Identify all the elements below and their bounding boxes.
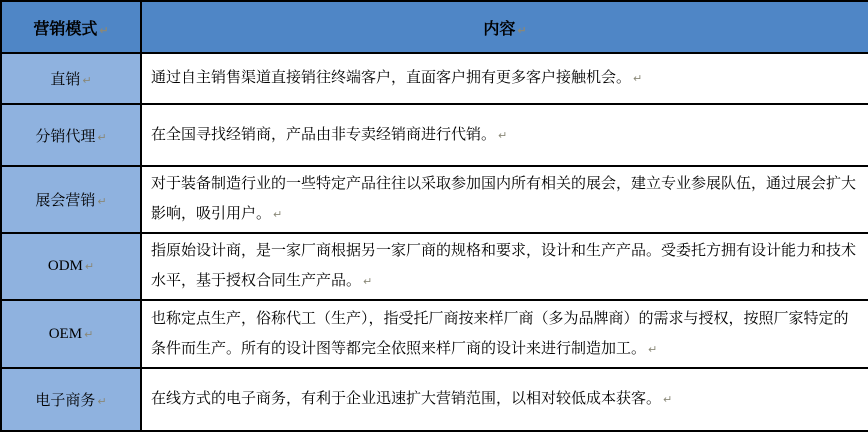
table-row: [1, 53, 868, 104]
header-content-label: 内容: [483, 20, 516, 38]
model-label: 直销: [50, 72, 81, 88]
content-cell: [141, 104, 868, 166]
content-cell: [141, 166, 868, 233]
table-row: [1, 233, 868, 300]
content-text: 在全国寻找经销商，产品由非专卖经销商进行代销。: [151, 126, 497, 143]
table-row: [1, 166, 868, 233]
model-cell: [1, 368, 141, 431]
header-model-label: 营销模式: [33, 20, 98, 38]
paragraph-mark-icon: ↵: [84, 327, 94, 341]
paragraph-mark-icon: ↵: [97, 395, 107, 408]
model-label: ODM: [47, 258, 83, 274]
paragraph-mark-icon: ↵: [363, 275, 373, 288]
paragraph-mark-icon: ↵: [517, 23, 527, 37]
content-text: 通过自主销售渠道直接销往终端客户，直面客户拥有更多客户接触机会。: [151, 70, 632, 86]
content-cell: [141, 368, 868, 431]
table-row: [1, 368, 868, 431]
model-cell: [1, 233, 141, 300]
content-cell: [141, 53, 868, 104]
paragraph-mark-icon: ↵: [99, 23, 109, 37]
model-cell: [1, 300, 141, 368]
header-cell-content: [141, 1, 868, 53]
paragraph-mark-icon: ↵: [84, 260, 95, 273]
model-label: 分销代理: [35, 128, 96, 145]
paragraph-mark-icon: ↵: [498, 128, 508, 142]
model-label: 电子商务: [35, 393, 96, 409]
paragraph-mark-icon: ↵: [663, 393, 673, 406]
model-cell: [1, 104, 141, 166]
model-label: 展会营销: [35, 193, 96, 209]
header-cell-model: [1, 1, 141, 53]
content-text: 在线方式的电子商务，有利于企业迅速扩大营销范围，以相对较低成本获客。: [151, 391, 662, 407]
table-body: [1, 53, 868, 431]
content-cell: [141, 233, 868, 300]
paragraph-mark-icon: ↵: [82, 74, 92, 87]
table-row: [1, 300, 868, 368]
content-text: 指原始设计商，是一家厂商根据另一家厂商的规格和要求，设计和生产产品。受委托方拥有设计能力和技术水平，基于授权合同生产产品。: [151, 243, 857, 289]
paragraph-mark-icon: ↵: [97, 130, 107, 144]
table-row: [1, 104, 868, 166]
paragraph-mark-icon: ↵: [273, 208, 283, 221]
table-header-row: [1, 1, 868, 53]
content-text: 对于装备制造行业的一些特定产品往往以采取参加国内所有相关的展会，建立专业参展队伍，通过展会扩大影响，吸引用户。: [151, 176, 857, 222]
paragraph-mark-icon: ↵: [97, 195, 107, 208]
model-cell: [1, 53, 141, 104]
model-label: OEM: [48, 325, 83, 342]
content-cell: [141, 300, 868, 368]
model-cell: [1, 166, 141, 233]
paragraph-mark-icon: ↵: [648, 342, 658, 356]
content-text: 也称定点生产，俗称代工（生产），指受托厂商按来样厂商（多为品牌商）的需求与授权，按照厂家特定的条件而生产。所有的设计图等都完全依照来样厂商的设计来进行制造加工。: [151, 310, 849, 357]
paragraph-mark-icon: ↵: [633, 72, 643, 85]
